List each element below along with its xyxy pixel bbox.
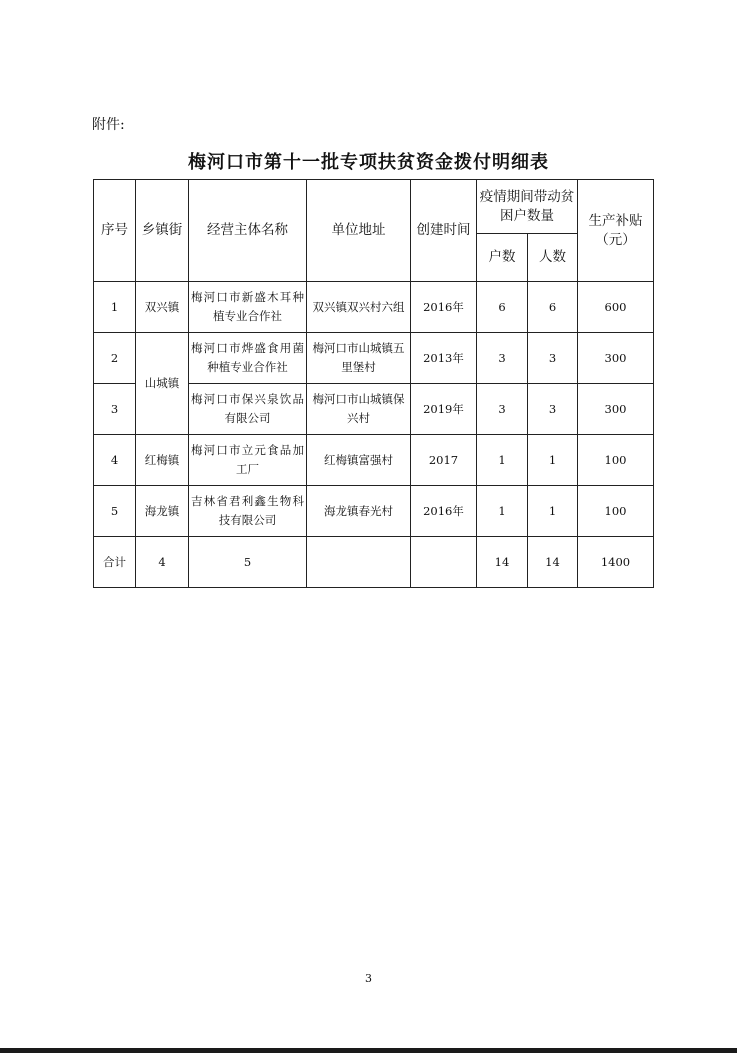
cell-subsidy: 300: [578, 384, 654, 435]
header-persons: 人数: [528, 234, 578, 282]
header-households: 户数: [477, 234, 528, 282]
cell-founded: 2019年: [411, 384, 477, 435]
cell-subsidy: 600: [578, 282, 654, 333]
total-households: 14: [477, 537, 528, 588]
cell-persons: 3: [528, 384, 578, 435]
cell-town-merged: 山城镇: [136, 333, 189, 435]
scan-bottom-edge: [0, 1048, 737, 1053]
header-poor-group: 疫情期间带动贫困户数量: [477, 180, 578, 234]
cell-seq: 2: [94, 333, 136, 384]
header-founded: 创建时间: [411, 180, 477, 282]
total-persons: 14: [528, 537, 578, 588]
fund-allocation-table: [93, 179, 654, 588]
cell-founded: 2017: [411, 435, 477, 486]
total-founded: [411, 537, 477, 588]
cell-seq: 5: [94, 486, 136, 537]
total-entity: 5: [189, 537, 307, 588]
cell-founded: 2016年: [411, 282, 477, 333]
header-seq: 序号: [94, 180, 136, 282]
document-title: 梅河口市第十一批专项扶贫资金拨付明细表: [188, 152, 549, 173]
cell-address: 双兴镇双兴村六组: [307, 282, 411, 333]
cell-address: 梅河口市山城镇五里堡村: [307, 333, 411, 384]
header-subsidy: 生产补贴（元）: [578, 180, 654, 282]
total-town: 4: [136, 537, 189, 588]
cell-households: 3: [477, 384, 528, 435]
header-address: 单位地址: [307, 180, 411, 282]
cell-founded: 2013年: [411, 333, 477, 384]
total-address: [307, 537, 411, 588]
cell-seq: 3: [94, 384, 136, 435]
cell-households: 6: [477, 282, 528, 333]
total-label: 合计: [94, 537, 136, 588]
cell-households: 1: [477, 435, 528, 486]
cell-entity: 梅河口市新盛木耳种植专业合作社: [189, 282, 307, 333]
header-town: 乡镇街: [136, 180, 189, 282]
cell-town: 双兴镇: [136, 282, 189, 333]
cell-entity: 梅河口市烨盛食用菌种植专业合作社: [189, 333, 307, 384]
cell-address: 梅河口市山城镇保兴村: [307, 384, 411, 435]
page-number: 3: [365, 972, 372, 985]
cell-founded: 2016年: [411, 486, 477, 537]
cell-seq: 1: [94, 282, 136, 333]
cell-entity: 梅河口市保兴泉饮品有限公司: [189, 384, 307, 435]
cell-seq: 4: [94, 435, 136, 486]
total-row: [94, 537, 654, 588]
header-row-top: [94, 180, 654, 234]
header-entity: 经营主体名称: [189, 180, 307, 282]
total-subsidy: 1400: [578, 537, 654, 588]
cell-persons: 3: [528, 333, 578, 384]
cell-subsidy: 100: [578, 435, 654, 486]
cell-households: 3: [477, 333, 528, 384]
cell-persons: 1: [528, 486, 578, 537]
cell-entity: 梅河口市立元食品加工厂: [189, 435, 307, 486]
cell-subsidy: 100: [578, 486, 654, 537]
cell-households: 1: [477, 486, 528, 537]
table-row: [94, 282, 654, 333]
table-row: [94, 486, 654, 537]
cell-persons: 6: [528, 282, 578, 333]
cell-subsidy: 300: [578, 333, 654, 384]
table-row: [94, 435, 654, 486]
cell-entity: 吉林省君利鑫生物科技有限公司: [189, 486, 307, 537]
attachment-label: 附件:: [92, 117, 125, 133]
table-row: [94, 333, 654, 384]
cell-address: 红梅镇富强村: [307, 435, 411, 486]
cell-address: 海龙镇春光村: [307, 486, 411, 537]
cell-persons: 1: [528, 435, 578, 486]
cell-town: 海龙镇: [136, 486, 189, 537]
cell-town: 红梅镇: [136, 435, 189, 486]
